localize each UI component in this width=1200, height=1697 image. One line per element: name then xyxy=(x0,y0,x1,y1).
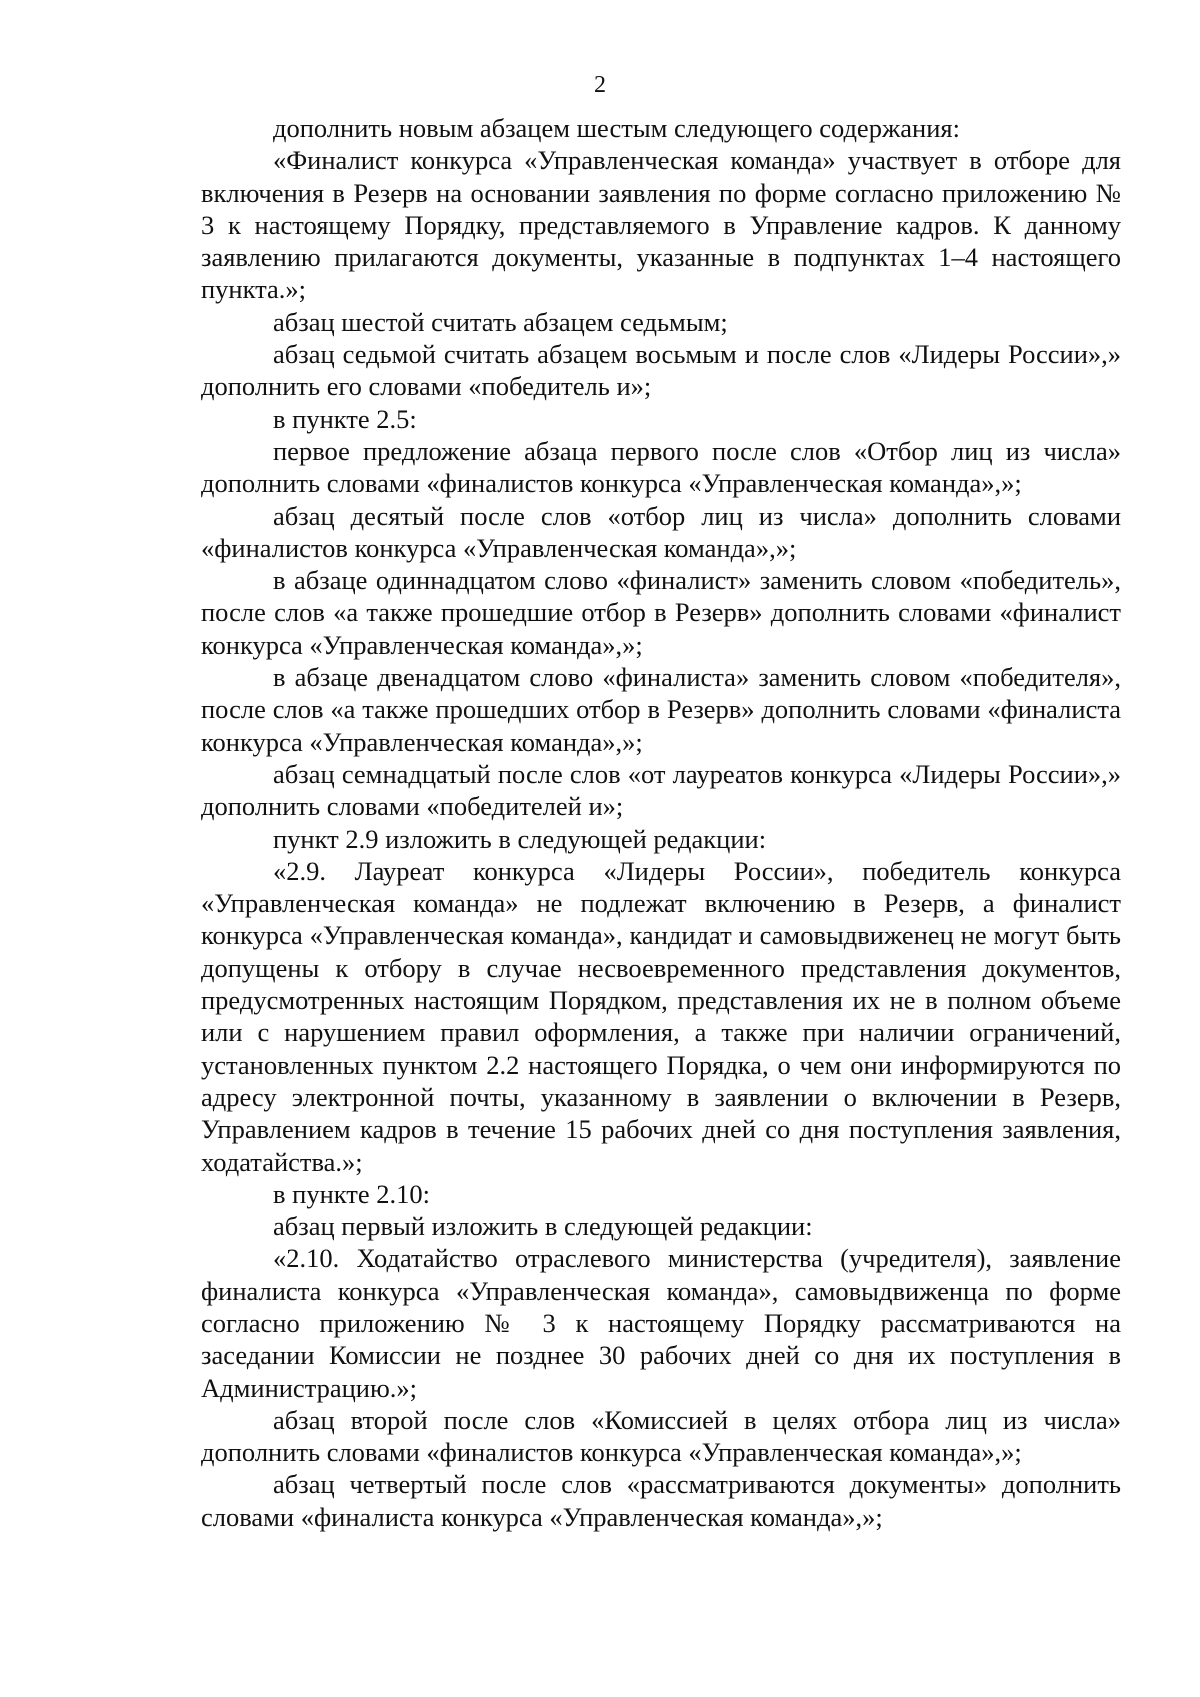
paragraph: первое предложение абзаца первого после слов «Отбор лиц из числа» дополнить словами «финалистов конкурса «Управленческая команда»,»; xyxy=(201,435,1121,499)
page-number: 2 xyxy=(594,72,606,98)
paragraph: абзац седьмой считать абзацем восьмым и после слов «Лидеры России»,» дополнить его словами «победитель и»; xyxy=(201,339,1121,402)
paragraph: в абзаце одиннадцатом слово «финалист» заменить словом «победитель», после слов «а также прошедшие отбор в Резерв» дополнить словами «финалист конкурса «Управленческая команда»,»; xyxy=(201,565,1121,660)
paragraph: в пункте 2.5: xyxy=(273,403,417,434)
paragraph: абзац шестой считать абзацем седьмым; xyxy=(273,306,728,337)
paragraph: в пункте 2.10: xyxy=(273,1178,430,1209)
paragraph: абзац семнадцатый после слов «от лауреатов конкурса «Лидеры России»,» дополнить словами «победителей и»; xyxy=(201,758,1121,822)
paragraph: «Финалист конкурса «Управленческая команда» участвует в отборе для включения в Резерв на основании заявления по форме согласно приложению № 3 к настоящему Порядку, представляемого в Управление кадров. К данному заявлению прилагаются документы, указанные в подпунктах 1–4 настоящего пункта.»; xyxy=(201,145,1121,305)
paragraph: абзац первый изложить в следующей редакции: xyxy=(273,1211,813,1242)
paragraph: абзац второй после слов «Комиссией в целях отбора лиц из числа» дополнить словами «финалистов конкурса «Управленческая команда»,»; xyxy=(201,1404,1121,1468)
paragraph: «2.10. Ходатайство отраслевого министерства (учредителя), заявление финалиста конкурса «Управленческая команда», самовыдвиженца по форме согласно приложению № 3 к настоящему Порядку рассматриваются на заседании Комиссии не позднее 30 рабочих дней со дня их поступления в Администрацию.»; xyxy=(201,1243,1121,1403)
document-body xyxy=(201,112,1121,1533)
paragraph: абзац четвертый после слов «рассматриваются документы» дополнить словами «финалиста конкурса «Управленческая команда»,»; xyxy=(201,1469,1121,1532)
paragraph: в абзаце двенадцатом слово «финалиста» заменить словом «победителя», после слов «а также прошедших отбор в Резерв» дополнить словами «финалиста конкурса «Управленческая команда»,»; xyxy=(201,662,1121,757)
paragraph: «2.9. Лауреат конкурса «Лидеры России», победитель конкурса «Управленческая команда» не подлежат включению в Резерв, а финалист конкурса «Управленческая команда», кандидат и самовыдвиженец не могут быть допущены к отбору в случае несвоевременного представления документов, предусмотренных настоящим Порядком, представления их не в полном объеме или с нарушением правил оформления, а также при наличии ограничений, установленных пунктом 2.2 настоящего Порядка, о чем они информируются по адресу электронной почты, указанному в заявлении о включении в Резерв, Управлением кадров в течение 15 рабочих дней со дня поступления заявления, ходатайства.»; xyxy=(201,855,1121,1177)
paragraph: пункт 2.9 изложить в следующей редакции: xyxy=(273,823,767,854)
paragraph: дополнить новым абзацем шестым следующего содержания: xyxy=(273,113,960,143)
paragraph: абзац десятый после слов «отбор лиц из числа» дополнить словами «финалистов конкурса «Управленческая команда»,»; xyxy=(201,500,1121,563)
